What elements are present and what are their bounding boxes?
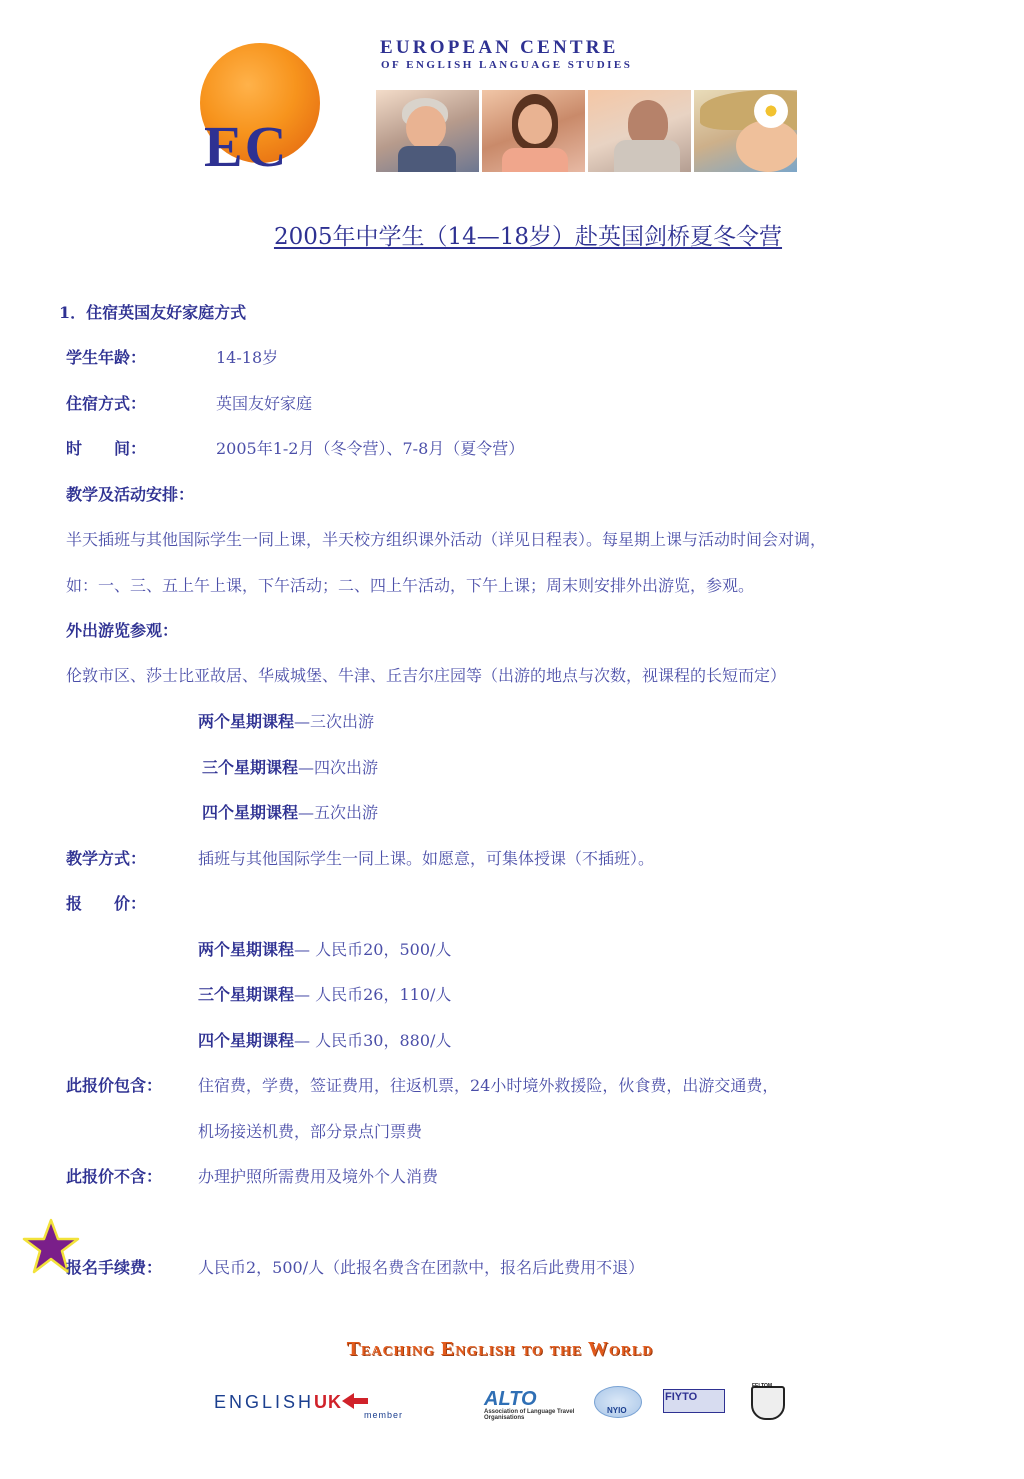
photo-elderly-man [376, 90, 479, 172]
label-time: 时 间： [66, 439, 147, 458]
english-uk-mark: UK [314, 1392, 343, 1412]
alto-subtext: Association of Language Travel Organisations [484, 1409, 575, 1421]
value-teaching: 插班与其他国际学生一同上课。如愿意，可集体授课（不插班）。 [198, 849, 655, 868]
excursion-course: 两个星期课程 [198, 712, 295, 731]
schedule-line-2 [66, 576, 754, 595]
price-amount: — 人民币20，500/人 [294, 940, 452, 959]
ec-logo-letters: EC [204, 114, 289, 179]
english-uk-logo [214, 1392, 368, 1413]
excursion-item [202, 758, 378, 777]
section-heading: 1．住宿英国友好家庭方式 [59, 303, 247, 322]
excursion-detail: —三次出游 [294, 712, 375, 731]
excursion-detail: —四次出游 [298, 758, 379, 777]
alto-text: ALTO [484, 1388, 537, 1410]
value-excludes: 办理护照所需费用及境外个人消费 [198, 1167, 439, 1186]
value-age: 14-18岁 [216, 348, 279, 367]
price-course: 两个星期课程 [198, 940, 295, 959]
fiyto-text: FIYTO [665, 1391, 698, 1403]
value-includes-1: 住宿费，学费，签证费用，往返机票，24小时境外救援险，伙食费，出游交通费， [198, 1076, 779, 1095]
price-item [198, 985, 451, 1004]
footer-logos [214, 1383, 814, 1421]
centre-title: EUROPEAN CENTRE [380, 37, 619, 58]
label-excludes: 此报价不含： [66, 1167, 163, 1186]
label-price: 报 价： [66, 894, 147, 913]
price-amount: — 人民币26，110/人 [294, 985, 452, 1004]
price-amount: — 人民币30，880/人 [294, 1031, 452, 1050]
excursion-detail: —五次出游 [298, 803, 379, 822]
label-includes: 此报价包含： [66, 1076, 163, 1095]
value-registration: 人民币2，500/人（此报名费含在团款中，报名后此费用不退） [198, 1258, 645, 1277]
label-schedule: 教学及活动安排： [66, 485, 195, 504]
includes-line-2 [198, 1122, 422, 1141]
label-teaching: 教学方式： [66, 849, 147, 868]
photo-strip [376, 90, 797, 172]
excursion-item [198, 712, 374, 731]
schedule-line-1 [66, 530, 826, 549]
value-accommodation: 英国友好家庭 [216, 394, 313, 413]
photo-woman-back [588, 90, 691, 172]
nyio-text: NYIO [607, 1406, 627, 1415]
excursions-line [66, 666, 786, 685]
excursions-text: 伦敦市区、莎士比亚故居、华威城堡、牛津、丘吉尔庄园等（出游的地点与次数，视课程的长短而定） [66, 666, 787, 685]
photo-young-woman [482, 90, 585, 172]
label-accommodation: 住宿方式： [66, 394, 147, 413]
price-item [198, 940, 451, 959]
label-registration: 报名手续费： [66, 1258, 163, 1277]
excursion-course: 四个星期课程 [202, 803, 299, 822]
label-age: 学生年龄： [66, 348, 147, 367]
schedule-text-1: 半天插班与其他国际学生一同上课，半天校方组织课外活动（详见日程表）。每星期上课与活动时间会对调， [66, 530, 827, 549]
photo-girl-hat [694, 90, 797, 172]
price-course: 三个星期课程 [198, 985, 295, 1004]
daisy-icon [754, 94, 788, 128]
excursion-course: 三个星期课程 [202, 758, 299, 777]
excursion-item [202, 803, 378, 822]
price-course: 四个星期课程 [198, 1031, 295, 1050]
page-title: 2005年中学生（14—18岁）赴英国剑桥夏冬令营 [273, 224, 783, 250]
alto-logo [484, 1388, 578, 1421]
value-includes-2: 机场接送机费，部分景点门票费 [198, 1122, 423, 1141]
schedule-text-2: 如：一、三、五上午上课，下午活动；二、四上午活动，下午上课；周末则安排外出游览，参观。 [66, 576, 755, 595]
english-uk-arrow-icon [342, 1393, 368, 1409]
value-time: 2005年1-2月（冬令营）、7-8月（夏令营） [216, 439, 525, 458]
english-uk-text: ENGLISH [214, 1392, 315, 1412]
english-uk-member: member [364, 1410, 404, 1420]
centre-subtitle: OF ENGLISH LANGUAGE STUDIES [381, 59, 633, 71]
footer-slogan: Teaching English to the World [346, 1338, 654, 1360]
price-item [198, 1031, 451, 1050]
feltom-crest-icon [751, 1386, 785, 1420]
feltom-label: FELTOM [752, 1383, 773, 1389]
label-excursions: 外出游览参观： [66, 621, 179, 640]
